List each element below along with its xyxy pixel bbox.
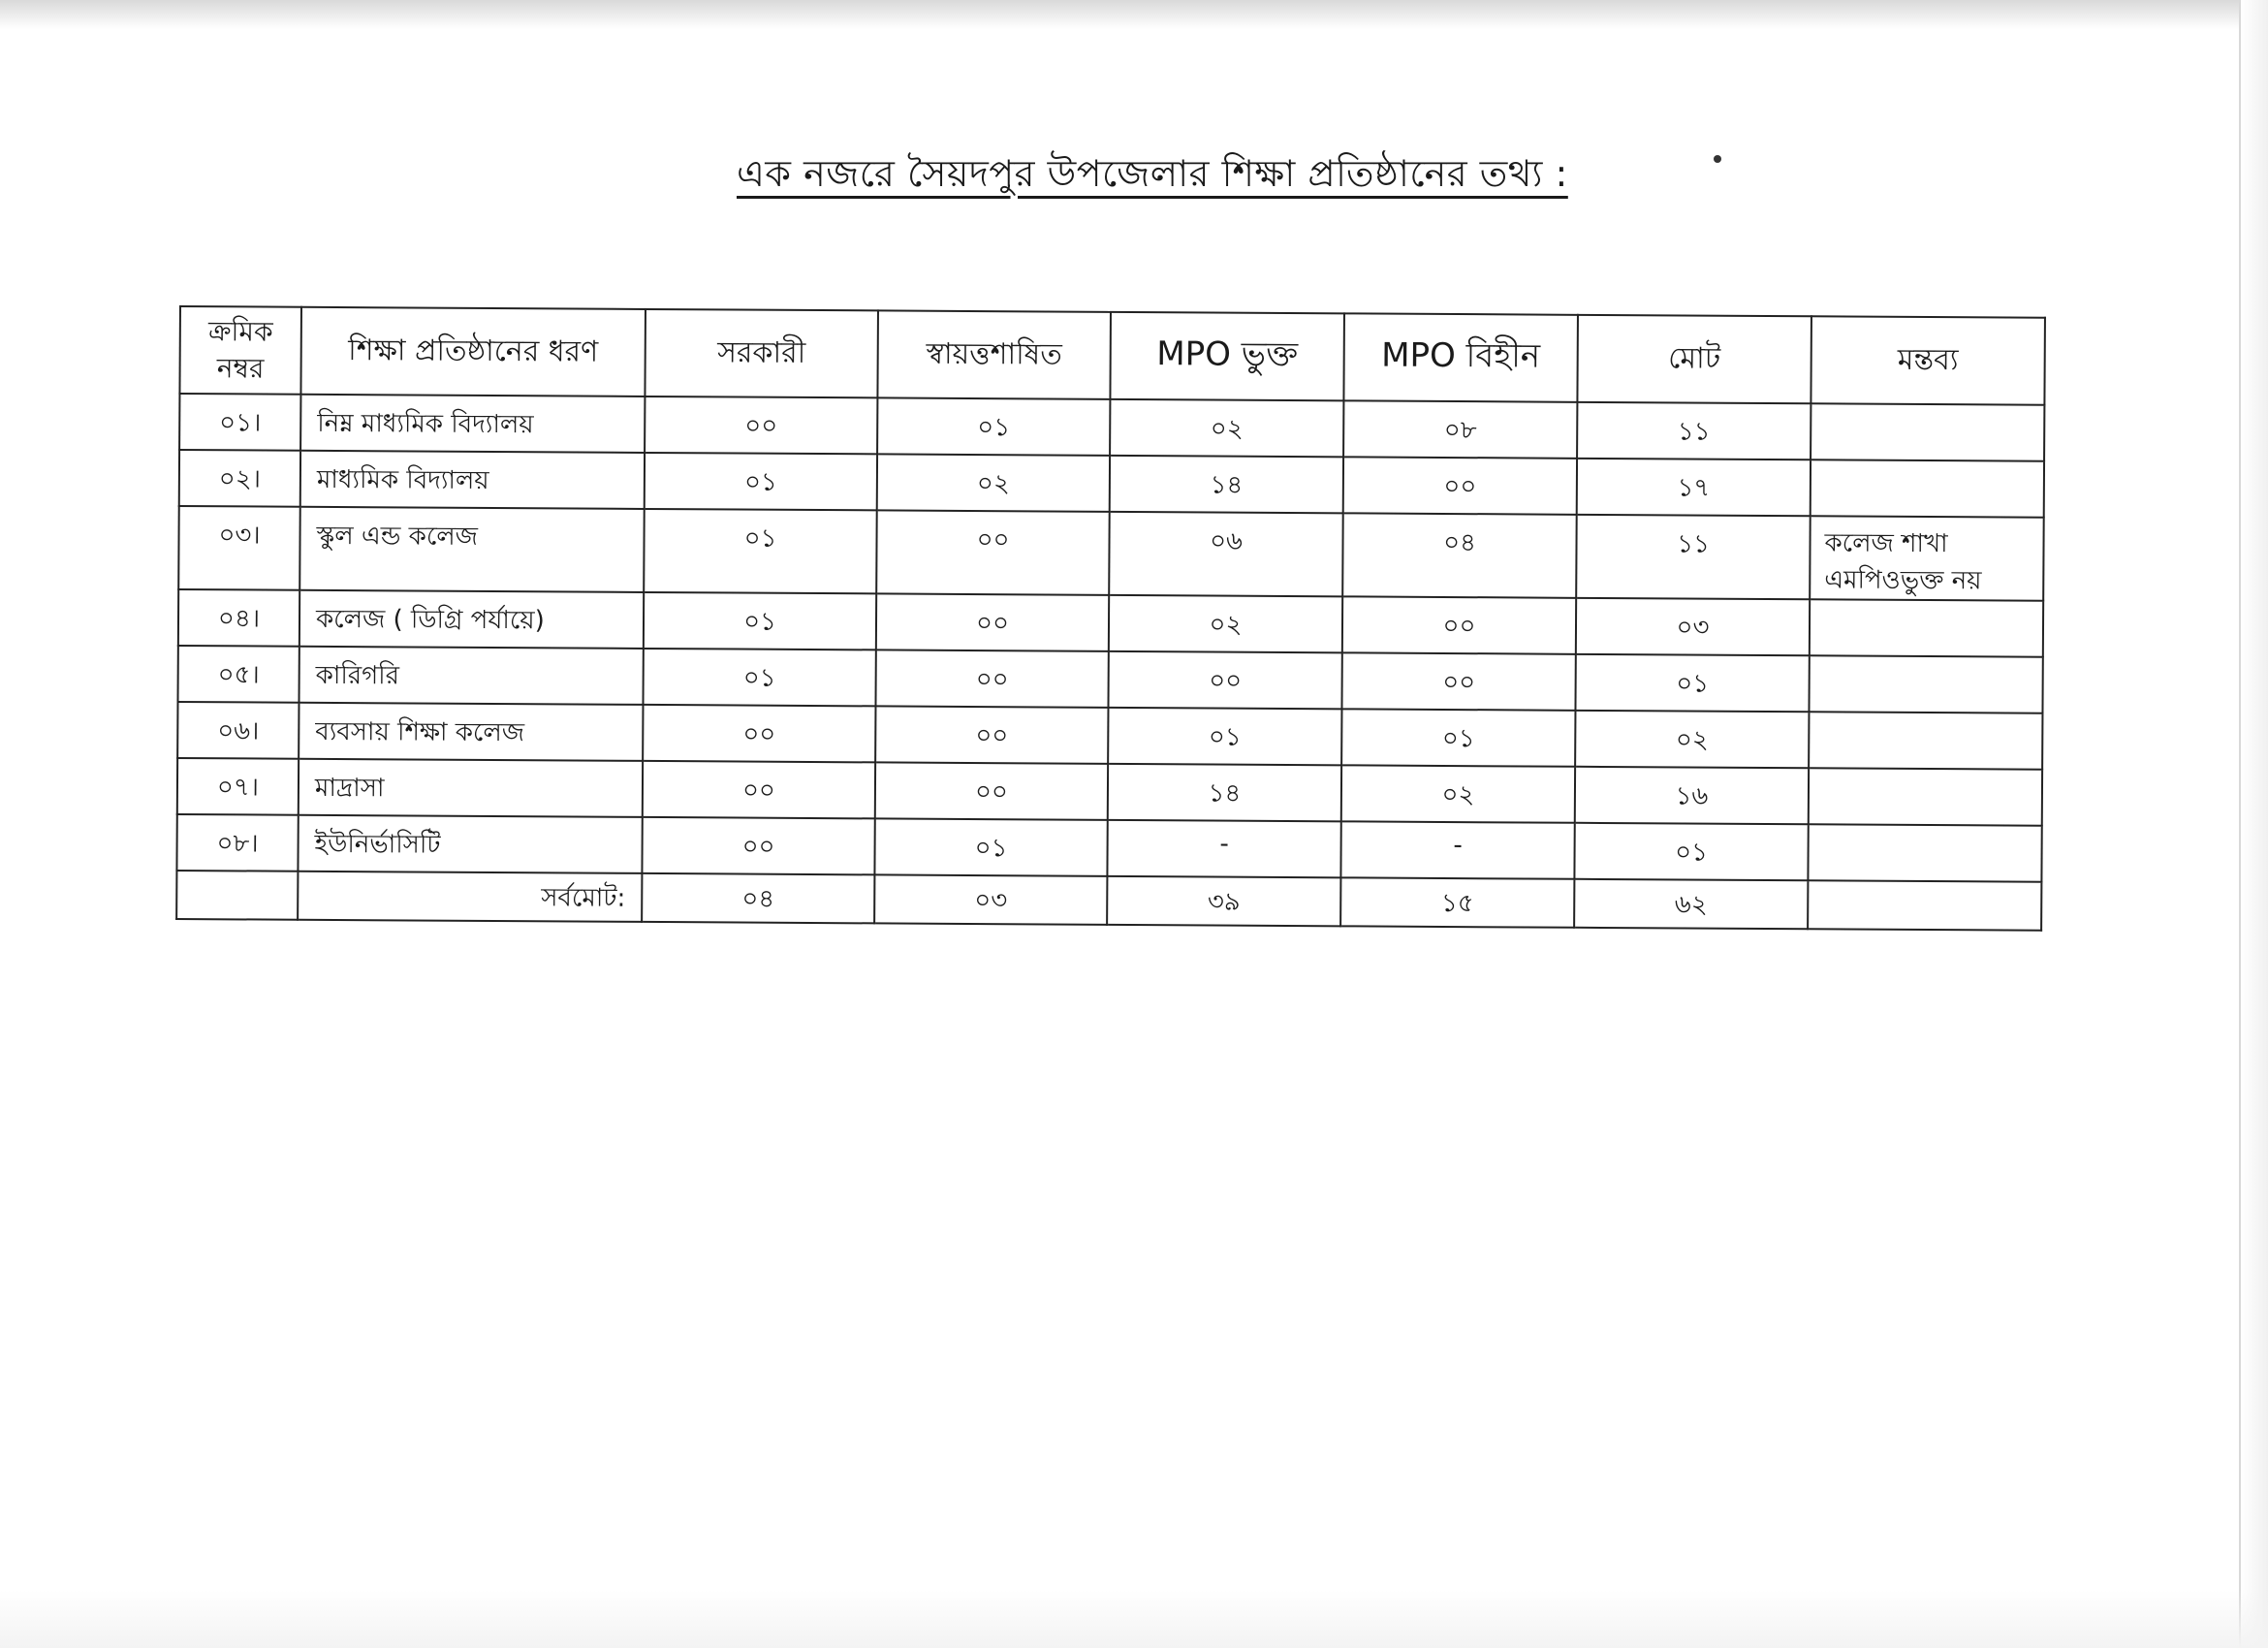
cell-remarks: কলেজ শাখা এমপিওভুক্ত নয় [1810,516,2044,600]
cell-remarks-empty [1808,880,2041,930]
table-row [178,506,2043,601]
header-total: মোট [1577,315,1811,403]
scan-shadow-top [0,0,2268,29]
cell-government: ০১ [644,592,876,650]
header-government: সরকারী [645,309,878,397]
cell-government: ০০ [643,761,875,818]
cell-remarks [1809,712,2042,769]
cell-mpo-excluded: ০০ [1342,596,1576,653]
cell-government: ০০ [643,705,875,762]
cell-serial: ০১। [179,394,300,451]
cell-serial-empty [176,871,298,920]
cell-remarks [1808,824,2041,881]
grand-total-government: ০৪ [642,873,874,923]
cell-autonomous: ০০ [876,510,1110,594]
cell-type: স্কুল এন্ড কলেজ [299,507,645,592]
cell-mpo-excluded: ০০ [1343,457,1577,514]
cell-mpo-included: ০২ [1110,399,1343,457]
cell-government: ০০ [645,396,877,454]
cell-total: ০২ [1575,711,1809,768]
scan-shadow-right [2239,0,2268,1648]
cell-mpo-excluded: ০০ [1341,652,1575,710]
cell-type: কলেজ ( ডিগ্রি পর্যায়ে) [299,590,644,649]
cell-mpo-excluded: ০৮ [1343,400,1577,458]
cell-type: নিম্ন মাধ্যমিক বিদ্যালয় [300,395,645,453]
institution-table [175,305,2046,932]
cell-mpo-included: ০২ [1109,595,1342,652]
cell-government: ০০ [642,817,874,874]
cell-total: ১৭ [1577,459,1811,516]
cell-type: কারিগরি [299,647,643,705]
ink-dot [1714,155,1721,163]
cell-autonomous: ০১ [877,397,1110,455]
cell-total: ০৩ [1576,598,1810,655]
cell-mpo-excluded: - [1340,821,1574,878]
cell-mpo-excluded: ০১ [1341,709,1575,766]
cell-autonomous: ০১ [874,818,1107,875]
cell-autonomous: ০২ [877,454,1110,511]
grand-total-autonomous: ০৩ [874,874,1107,924]
cell-autonomous: ০০ [876,593,1109,650]
cell-mpo-excluded: ০৪ [1342,513,1577,597]
grand-total-mpo-included: ৩৯ [1107,876,1340,926]
cell-remarks [1810,599,2043,656]
cell-type: মাধ্যমিক বিদ্যালয় [300,451,645,509]
cell-remarks [1811,403,2044,460]
header-mpo-included: MPO ভুক্ত [1110,312,1344,400]
cell-government: ০১ [643,649,875,706]
cell-serial: ০৮। [176,814,298,872]
cell-autonomous: ০০ [875,706,1108,763]
grand-total-total: ৬২ [1574,879,1808,929]
header-row [179,306,2045,405]
cell-type: ইউনির্ভাসিটি [298,815,642,873]
cell-total: ১১ [1577,402,1811,460]
grand-total-mpo-excluded: ১৫ [1340,877,1574,927]
cell-mpo-included: ০৬ [1109,512,1343,596]
header-autonomous: স্বায়ত্তশাষিত [877,310,1111,398]
header-mpo-excluded: MPO বিহীন [1343,313,1578,401]
cell-mpo-excluded: ০২ [1341,765,1575,822]
cell-mpo-included: ১৪ [1108,764,1341,821]
page-title: এক নজরে সৈয়দপুর উপজেলার শিক্ষা প্রতিষ্ঠানের তথ্য : [737,152,1568,195]
header-remarks: মন্তব্য [1811,316,2045,404]
cell-type: ব্যবসায় শিক্ষা কলেজ [299,703,643,761]
cell-remarks [1809,655,2042,713]
cell-government: ০১ [644,509,877,593]
cell-serial: ০৪। [178,589,299,647]
cell-mpo-included: ০১ [1108,708,1341,765]
cell-mpo-included: ০০ [1108,651,1341,709]
scan-shadow-bottom [0,1590,2268,1648]
cell-total: ০১ [1574,823,1808,880]
cell-serial: ০২। [179,450,300,507]
cell-type: মাদ্রাসা [299,759,643,817]
cell-remarks [1811,460,2044,517]
cell-total: ১১ [1576,515,1811,599]
grand-total-row [176,871,2041,931]
cell-autonomous: ০০ [875,762,1108,819]
grand-total-label: সর্বমোট: [298,872,642,922]
cell-serial: ০৩। [178,506,300,590]
cell-remarks [1809,768,2042,825]
cell-autonomous: ০০ [875,650,1108,707]
cell-serial: ০৬। [177,702,299,759]
cell-mpo-included: ১৪ [1110,456,1343,513]
header-type: শিক্ষা প্রতিষ্ঠানের ধরণ [300,307,646,396]
cell-serial: ০৫। [178,646,299,703]
cell-total: ১৬ [1575,767,1809,824]
cell-total: ০১ [1575,654,1809,712]
cell-government: ০১ [645,453,877,510]
header-serial: ক্রমিক নম্বর [179,306,301,395]
cell-mpo-included: - [1107,820,1340,877]
cell-serial: ০৭। [177,758,299,815]
